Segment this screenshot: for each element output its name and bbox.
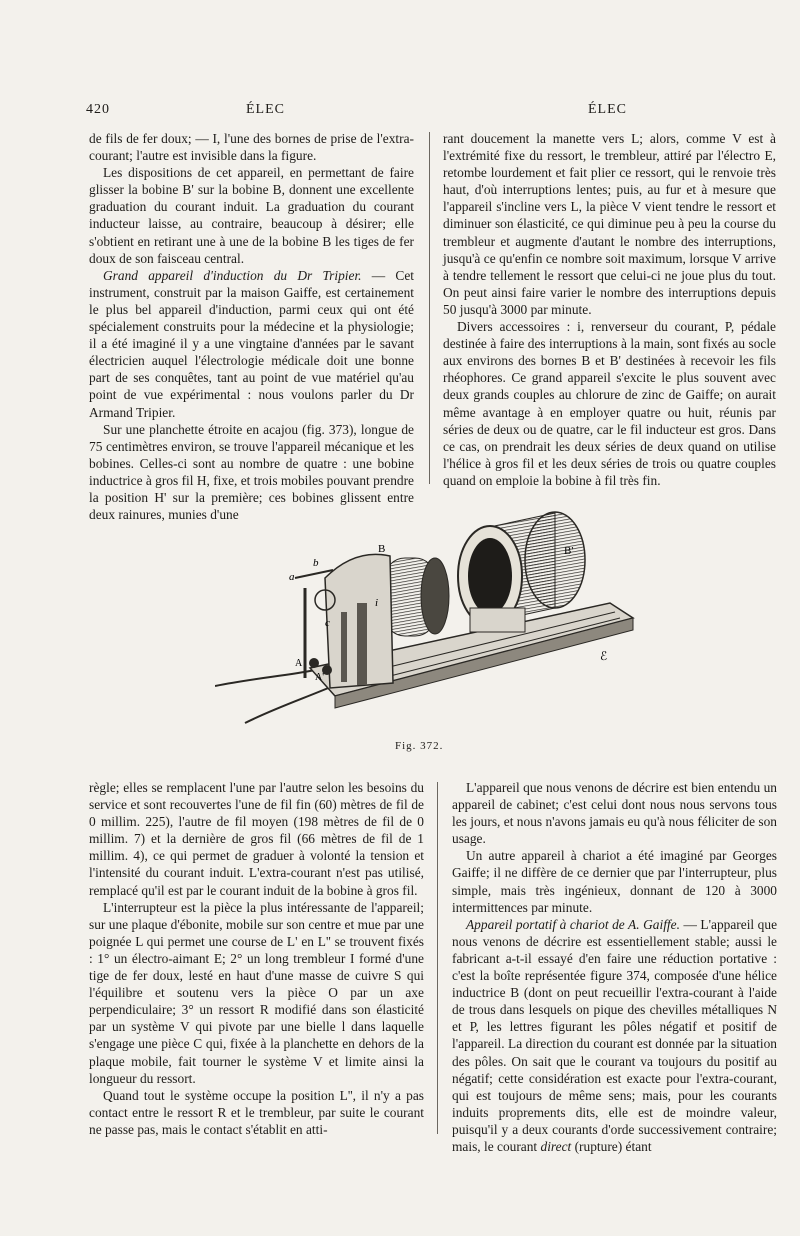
paragraph-text: (rupture) étant (571, 1138, 652, 1154)
induction-apparatus-figure (215, 508, 635, 734)
section-title: Grand appareil d'induction du Dr Tripier. (103, 267, 362, 283)
paragraph (89, 267, 414, 421)
coil-b-prime-bore (468, 538, 512, 614)
coil-b-end (421, 558, 449, 634)
emphasis: direct (540, 1138, 572, 1154)
label-b-lower: b (313, 557, 319, 569)
running-header (86, 102, 770, 122)
label-b: B (378, 543, 386, 555)
label-a: a (289, 571, 295, 583)
figure-caption: Fig. 372. (395, 740, 444, 752)
paragraph: de fils de fer doux; — I, l'une des bornes de prise de l'extra-courant; l'autre est invisible dans la figure. (89, 131, 414, 164)
paragraph: Quand tout le système occupe la position L'', il n'y a pas contact entre le ressort R et le trembleur, par suite le courant ne passe pas, mais le contact s'établit en atti- (89, 1087, 424, 1137)
column-top-right (443, 130, 776, 489)
column-top-left (89, 130, 414, 523)
engraver-signature: ℰ (600, 649, 608, 663)
coil-b-prime-end (525, 512, 585, 608)
label-i: i (375, 597, 379, 609)
cable-left (215, 670, 315, 686)
engraving-illustration (215, 508, 635, 734)
column-bottom-right (452, 779, 777, 1155)
paragraph: Divers accessoires : i, renverseur du courant, P, pédale destinée à faire des interruptions à la main, sont fixés au socle aux environs des bornes B et B' destinées à recevoir les fils rhéophores. Ce grand appareil s'excite le plus souvent avec deux grands couples au chlorure de zinc de Gaiffe; on aurait même avantage à en employer quatre ou huit, réunis par séries de deux ou de quatre, car le fil inducteur est gros. Dans ce cas, on prendrait les deux séries de deux quand on utilise l'hélice à gros fil et les deux séries de trois ou quatre couples quand on emploie la bobine à fil très fin. (443, 319, 776, 488)
paragraph: Sur une planchette étroite en acajou (fig. 373), longue de 75 centimètres environ, se trouve l'appareil mécanique et les bobines. Celles-ci sont au nombre de quatre : une bobine inductrice à gros fil H, fixe, et trois mobiles pouvant prendre la position H' sur la première; ces bobines glissent entre deux rainures, munies d'une (89, 421, 415, 523)
label-a-upper: A (295, 658, 303, 669)
paragraph: L'appareil que nous venons de décrire est bien entendu un appareil de cabinet; c'est celui dont nous nous servons tous les jours, et nous n'avons jamais eu qu'à nous féliciter de son usage. (452, 780, 777, 847)
paragraph: règle; elles se remplacent l'une par l'autre selon les besoins du service et sont recouvertes l'une de fil fin (60) mètres de fil de 0 millim. 225), l'autre de fil moyen (198 mètres de fil de 0 millim. 7) et la dernière de gros fil (66 mètres de fil de 1 millim. 4), ce qui permet de graduer à volonté la tension et l'intensité du courant induit. L'extra-courant n'est pas utilisé, remplacé qu'il est par le courant induit de la bobine à gros fil. (89, 780, 424, 898)
running-head-left: ÉLEC (246, 102, 285, 117)
housing-column (357, 603, 367, 685)
coil-b-prime-support (470, 608, 525, 632)
column-bottom-left (89, 779, 424, 1138)
terminal-a (309, 658, 319, 668)
running-head-right: ÉLEC (588, 102, 627, 117)
paragraph (452, 916, 777, 1155)
paragraph-text: — Cet instrument, construit par la maison Gaiffe, est certainement le plus bel appareil d'induction, parmi ceux qui ont été spécialement construits pour la médecine et la physiologie; il a été imaginé il y a une vingtaine d'années par le savant électricien auquel l'électrologie médicale doit une bonne part de ses conquêtes, tant au point de vue matériel qu'au point de vue expérimental : nous voulons parler du Dr Armand Tripier. (89, 267, 414, 420)
section-title: Appareil portatif à chariot de A. Gaiffe. (466, 916, 680, 932)
paragraph: Un autre appareil à chariot a été imaginé par Georges Gaiffe; il ne diffère de ce dernier que par l'interrupteur, plus simple, mais très ingénieux, donnant de 120 à 3000 intermittences par minute. (452, 848, 777, 915)
label-b-prime: B' (564, 545, 574, 557)
page-number: 420 (86, 102, 110, 117)
column-rule (437, 782, 438, 1134)
housing-column (341, 612, 347, 682)
cable-lower (245, 686, 333, 723)
label-c: c (325, 617, 330, 629)
paragraph: rant doucement la manette vers L; alors, comme V est à l'extrémité fixe du ressort, le trembleur, attiré par l'électro E, retombe lourdement et fait plier ce ressort, qui le renvoie très haut, d'où interruptions lentes; puis, au fur et à mesure que l'appareil s'incline vers L, la pièce V vient tendre le ressort et diminuer son élasticité, ce qui diminue peu à peu la course du trembleur et augmente d'autant le nombre des interruptions, jusqu'à ce qu'enfin ce nombre soit maximum, lorsque V arrive à tendre tellement le ressort que celui-ci ne joue plus du tout. On peut ainsi faire varier le nombre des interruptions depuis 50 jusqu'à 3000 par minute. (443, 131, 776, 317)
paragraph: L'interrupteur est la pièce la plus intéressante de l'appareil; sur une plaque d'ébonite, mobile sur son centre et mue par une poignée L qui permet une course de L' en L'' se trouvent fixés : 1° un électro-aimant E; 2° un long trembleur I formé d'une tige de fer doux, lesté en haut d'une masse de cuivre S qui l'équilibre et soutenu vers la pièce O par un axe perpendiculaire; 3° un ressort R modifié dans son élasticité par un système V qui pivote par une bielle l dans laquelle s'engage une pièce C qui, fixée à la planchette en dehors de la plaque mobile, fait tourner le système V et limite ainsi la longueur du ressort. (89, 899, 424, 1086)
column-rule (429, 132, 430, 484)
label-a-upper-prime: A' (315, 672, 325, 683)
paragraph-text: — L'appareil que nous venons de décrire est essentiellement stable; aussi le fabricant a-t-il essayé d'en faire une réduction portative : c'est la boîte représentée figure 374, composée d'une hélice inductrice B (dont on peut recueillir l'extra-courant à l'aide de trous dans lesquels on pique des chevilles métalliques N et P, les lettres figurant les pôles négatif et positif de l'appareil. La direction du courant est donnée par la situation des pôles. On sait que le courant va toujours du positif au négatif; cette considération est exacte pour l'extra-courant, qui est toujours de même sens; mais, pour les courants induits proprements dits, elle est de moindre valeur, puisqu'il y a deux courants d'orde successivement contraire; mais, le courant (452, 916, 778, 1154)
paragraph: Les dispositions de cet appareil, en permettant de faire glisser la bobine B' sur la bobine B, donnent une excellente graduation du courant induit. La graduation du courant inducteur laisse, au contraire, beaucoup à désirer; elle s'obtient en retirant une à une de la bobine B les tiges de fer doux de son faisceau central. (89, 165, 414, 266)
